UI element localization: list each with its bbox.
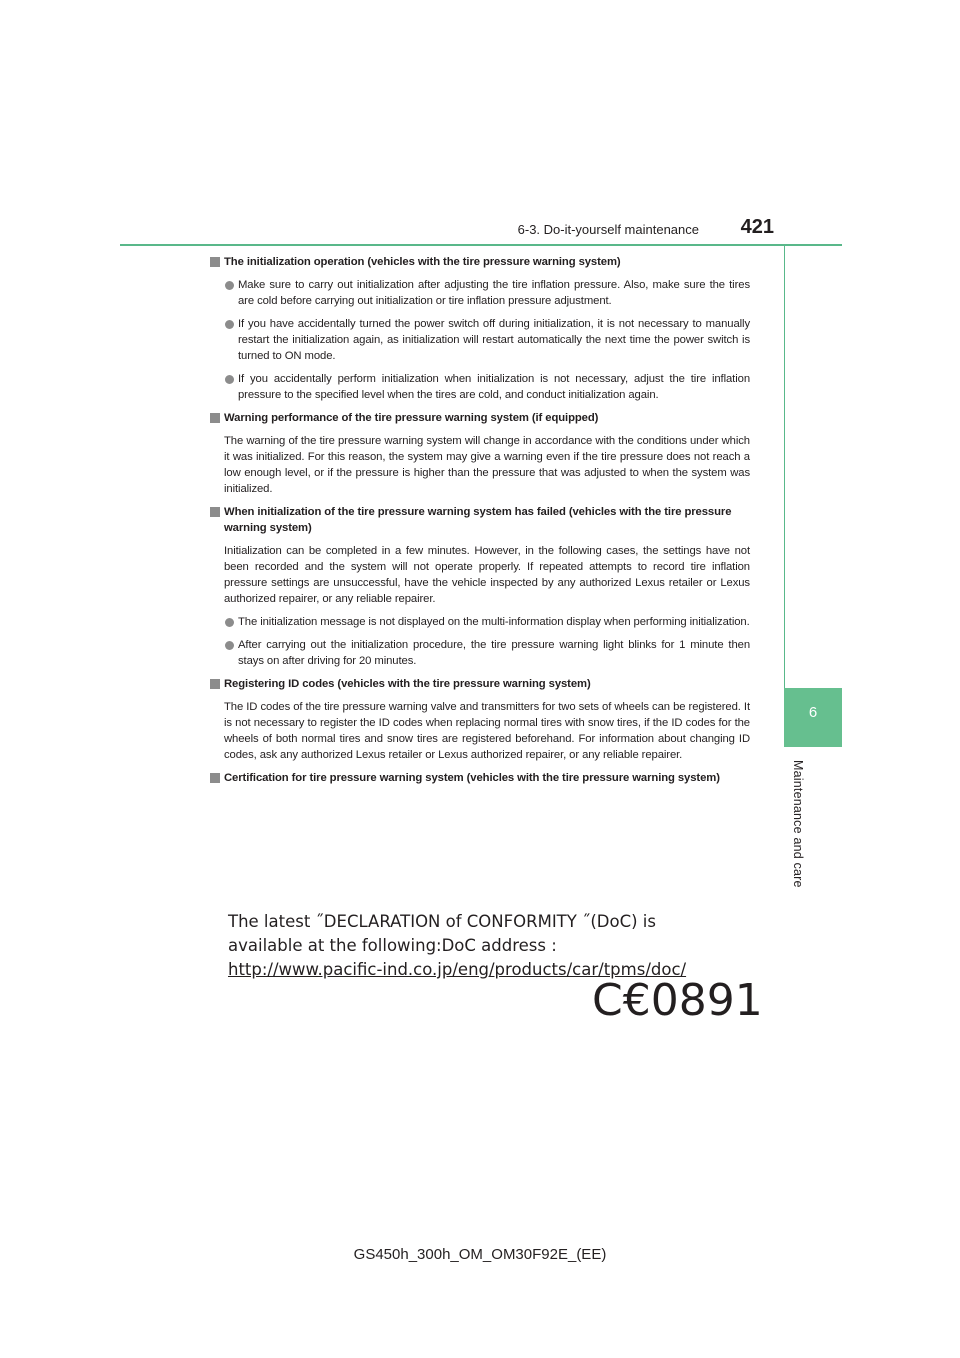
section-heading: When initialization of the tire pressure warning system has failed (vehicles with the tire pressure warning system) bbox=[210, 504, 750, 536]
header-divider bbox=[120, 244, 842, 246]
square-bullet-icon bbox=[210, 257, 220, 267]
main-content bbox=[210, 254, 750, 793]
section-heading: Certification for tire pressure warning system (vehicles with the tire pressure warning system) bbox=[210, 770, 750, 786]
square-bullet-icon bbox=[210, 773, 220, 783]
square-bullet-icon bbox=[210, 679, 220, 689]
chapter-number: 6 bbox=[808, 704, 818, 721]
page-header bbox=[120, 214, 842, 244]
paragraph: Initialization can be completed in a few minutes. However, in the following cases, the settings have not been recorded and the system will not operate properly. If repeated attempts to record tire inflation pressure settings are unsuccessful, have the vehicle inspected by any authorized Lexus retailer or Lexus authorized repairer, or any reliable repairer. bbox=[224, 545, 750, 605]
section-heading: The initialization operation (vehicles with the tire pressure warning system) bbox=[210, 254, 750, 270]
circle-bullet-icon bbox=[225, 618, 234, 627]
square-bullet-icon bbox=[210, 413, 220, 423]
chapter-label: Maintenance and care bbox=[791, 760, 805, 888]
paragraph: The ID codes of the tire pressure warning valve and transmitters for two sets of wheels can be registered. It is not necessary to register the ID codes when replacing normal tires with snow tires, if the ID codes for the wheels of both normal tires and snow tires are registered beforehand. For information about changing ID codes, ask any authorized Lexus retailer or Lexus authorized repairer, or any reliable repairer. bbox=[224, 701, 750, 761]
square-bullet-icon bbox=[210, 507, 220, 517]
list-item: The initialization message is not displayed on the multi-information display when performing initialization. bbox=[210, 614, 750, 630]
circle-bullet-icon bbox=[225, 375, 234, 384]
list-item: If you accidentally perform initialization when initialization is not necessary, adjust the tire inflation pressure to the specified level when the tires are cold, and conduct initialization again. bbox=[210, 371, 750, 403]
paragraph: The warning of the tire pressure warning system will change in accordance with the conditions under which it was initialized. For this reason, the system may give a warning even if the tire pressure does not reach a low enough level, or if the pressure is higher than the pressure that was adjusted to when the system was initialized. bbox=[224, 435, 750, 495]
chapter-tab bbox=[784, 688, 842, 747]
doc-line-1: The latest ˝DECLARATION of CONFORMITY ˝(DoC) is bbox=[228, 912, 656, 931]
side-divider bbox=[784, 244, 785, 688]
ce-number: 0891 bbox=[650, 975, 763, 1026]
doc-line-2: available at the following:DoC address : bbox=[228, 936, 557, 955]
page-footer: GS450h_300h_OM_OM30F92E_(EE) bbox=[353, 1246, 607, 1263]
list-item: After carrying out the initialization procedure, the tire pressure warning light blinks for 1 minute then stays on after driving for 20 minutes. bbox=[210, 637, 750, 669]
section-title: 6-3. Do-it-yourself maintenance bbox=[517, 222, 699, 237]
circle-bullet-icon bbox=[225, 641, 234, 650]
list-item: If you have accidentally turned the power switch off during initialization, it is not necessary to manually restart the initialization again, as initialization will restart automatically the next time the power switch is turned to ON mode. bbox=[210, 316, 750, 364]
list-item: Make sure to carry out initialization after adjusting the tire inflation pressure. Also, make sure the tires are cold before carrying out initialization or tire inflation pressure adjustment. bbox=[210, 277, 750, 309]
page-number: 421 bbox=[740, 216, 774, 238]
section-heading: Warning performance of the tire pressure warning system (if equipped) bbox=[210, 410, 750, 426]
doc-url-link[interactable]: http://www.pacific-ind.co.jp/eng/products/car/tpms/doc/ bbox=[228, 960, 687, 979]
ce-mark bbox=[592, 975, 763, 1027]
section-heading: Registering ID codes (vehicles with the tire pressure warning system) bbox=[210, 676, 750, 692]
ce-logo-icon: C€ bbox=[592, 975, 651, 1026]
circle-bullet-icon bbox=[225, 320, 234, 329]
circle-bullet-icon bbox=[225, 281, 234, 290]
